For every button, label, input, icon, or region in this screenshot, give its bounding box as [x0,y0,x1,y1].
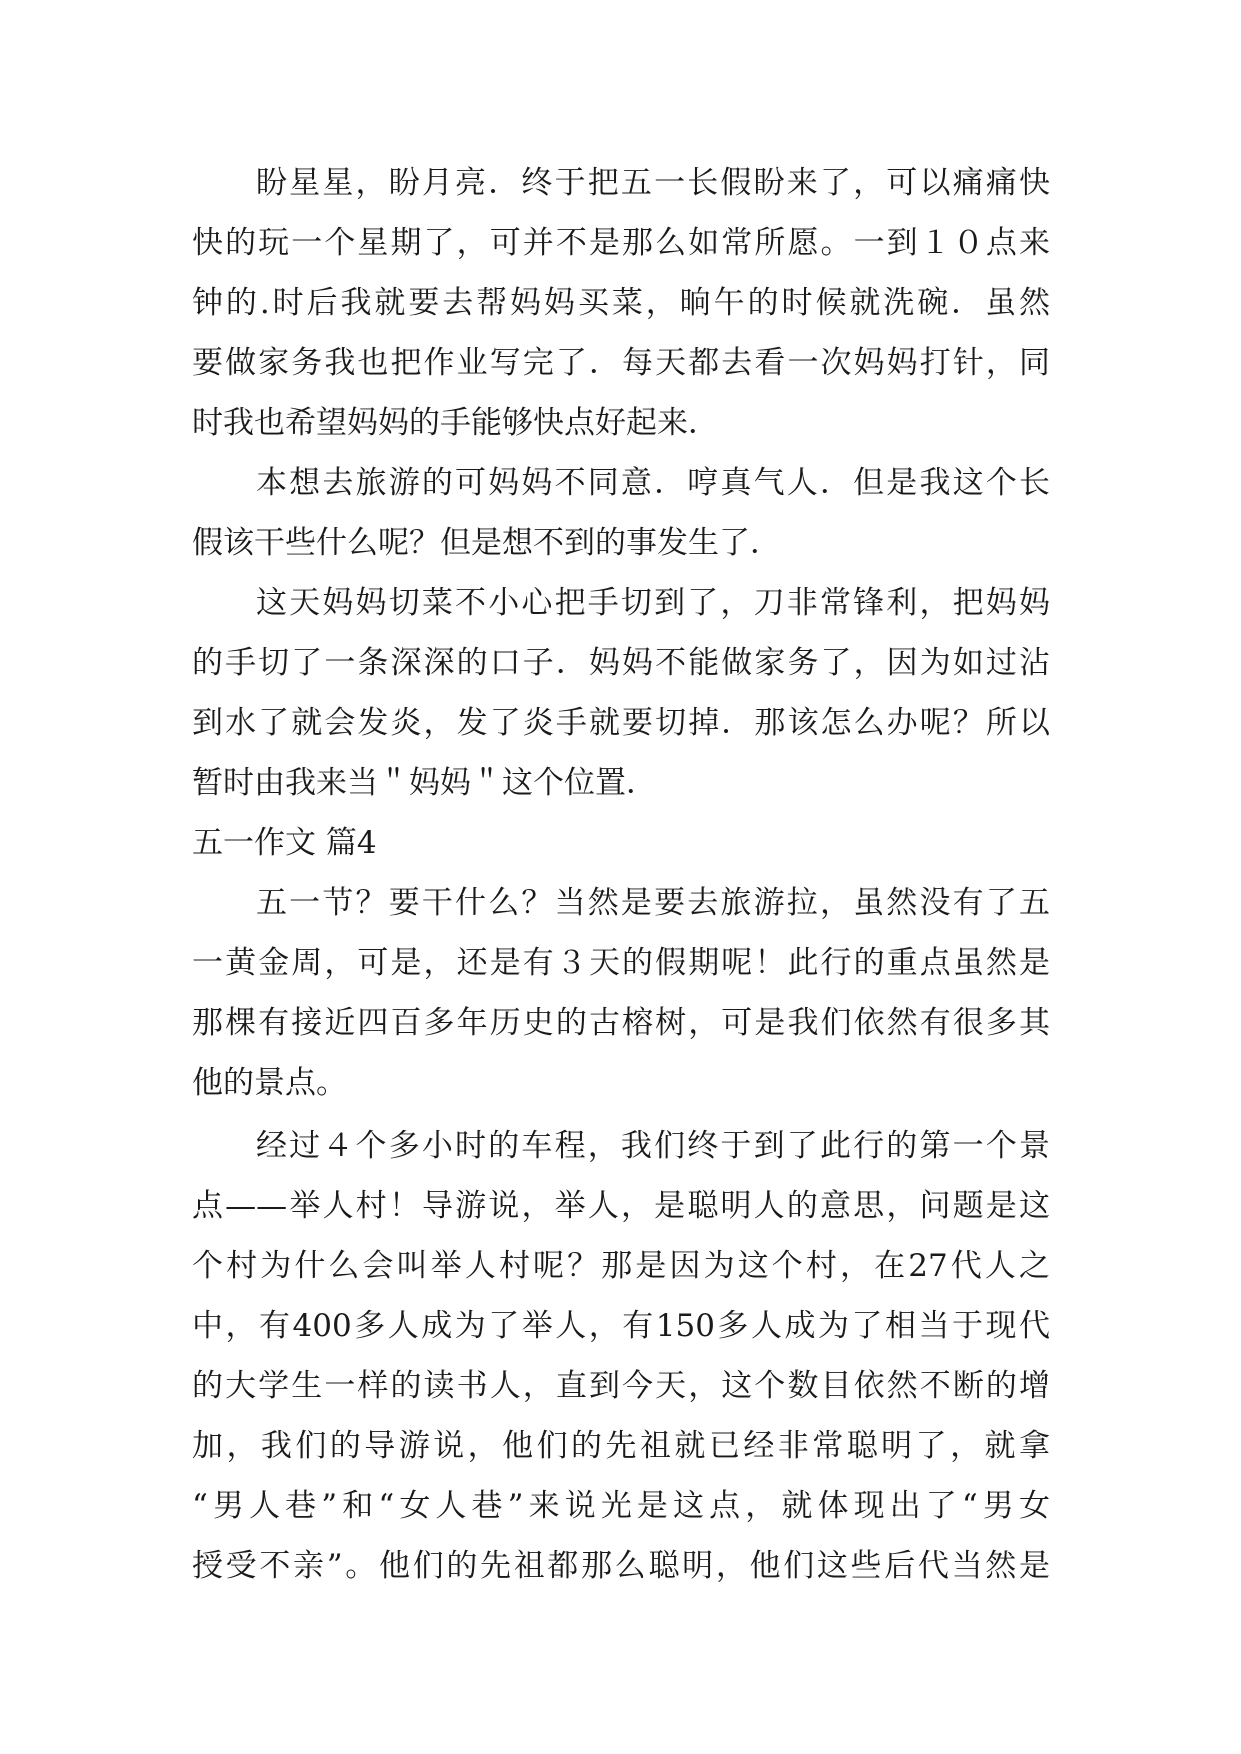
paragraph-5-line-4: 中，有400多人成为了举人，有150多人成为了相当于现代 [192,1308,1050,1344]
paragraph-5-line-7: “男人巷”和“女人巷”来说光是这点，就体现出了“男女 [192,1488,1050,1524]
paragraph-4-line-2: 一黄金周，可是，还是有３天的假期呢！此行的重点虽然是 [192,945,1050,981]
paragraph-1-line-4: 要做家务我也把作业写完了．每天都去看一次妈妈打针，同 [192,345,1050,381]
paragraph-5-line-3: 个村为什么会叫举人村呢？那是因为这个村，在27代人之 [192,1248,1050,1284]
paragraph-1-line-5: 时我也希望妈妈的手能够快点好起来． [192,405,719,441]
essay-text-block [192,153,1050,1596]
paragraph-4-line-4: 他的景点。 [192,1065,347,1101]
paragraph-3-line-2: 的手切了一条深深的口子．妈妈不能做家务了，因为如过沾 [192,645,1050,681]
paragraph-1-line-3: 钟的.时后我就要去帮妈妈买菜，晌午的时候就洗碗．虽然 [192,285,1050,321]
paragraph-1-line-2: 快的玩一个星期了，可并不是那么如常所愿。一到１０点来 [192,225,1050,261]
paragraph-2-line-1: 本想去旅游的可妈妈不同意．哼真气人．但是我这个长 [256,465,1050,501]
paragraph-5-line-5: 的大学生一样的读书人，直到今天，这个数目依然不断的增 [192,1368,1050,1404]
paragraph-3-line-4: 暂时由我来当＂妈妈＂这个位置． [192,765,657,801]
paragraph-5-line-1: 经过４个多小时的车程，我们终于到了此行的第一个景 [256,1128,1050,1164]
paragraph-4-line-1: 五一节？要干什么？当然是要去旅游拉，虽然没有了五 [256,885,1050,921]
paragraph-3-line-3: 到水了就会发炎，发了炎手就要切掉．那该怎么办呢？所以 [192,705,1050,741]
paragraph-2-line-2: 假该干些什么呢？但是想不到的事发生了． [192,525,781,561]
paragraph-3-line-1: 这天妈妈切菜不小心把手切到了，刀非常锋利，把妈妈 [256,585,1050,621]
paragraph-4-line-3: 那棵有接近四百多年历史的古榕树，可是我们依然有很多其 [192,1005,1050,1041]
paragraph-1-line-1: 盼星星，盼月亮．终于把五一长假盼来了，可以痛痛快 [256,165,1050,201]
section-heading: 五一作文 篇4 [192,825,377,861]
paragraph-5-line-2: 点——举人村！导游说，举人，是聪明人的意思，问题是这 [192,1188,1050,1224]
paragraph-5-line-8: 授受不亲”。他们的先祖都那么聪明，他们这些后代当然是 [192,1548,1050,1584]
paragraph-5-line-6: 加，我们的导游说，他们的先祖就已经非常聪明了，就拿 [192,1428,1050,1464]
